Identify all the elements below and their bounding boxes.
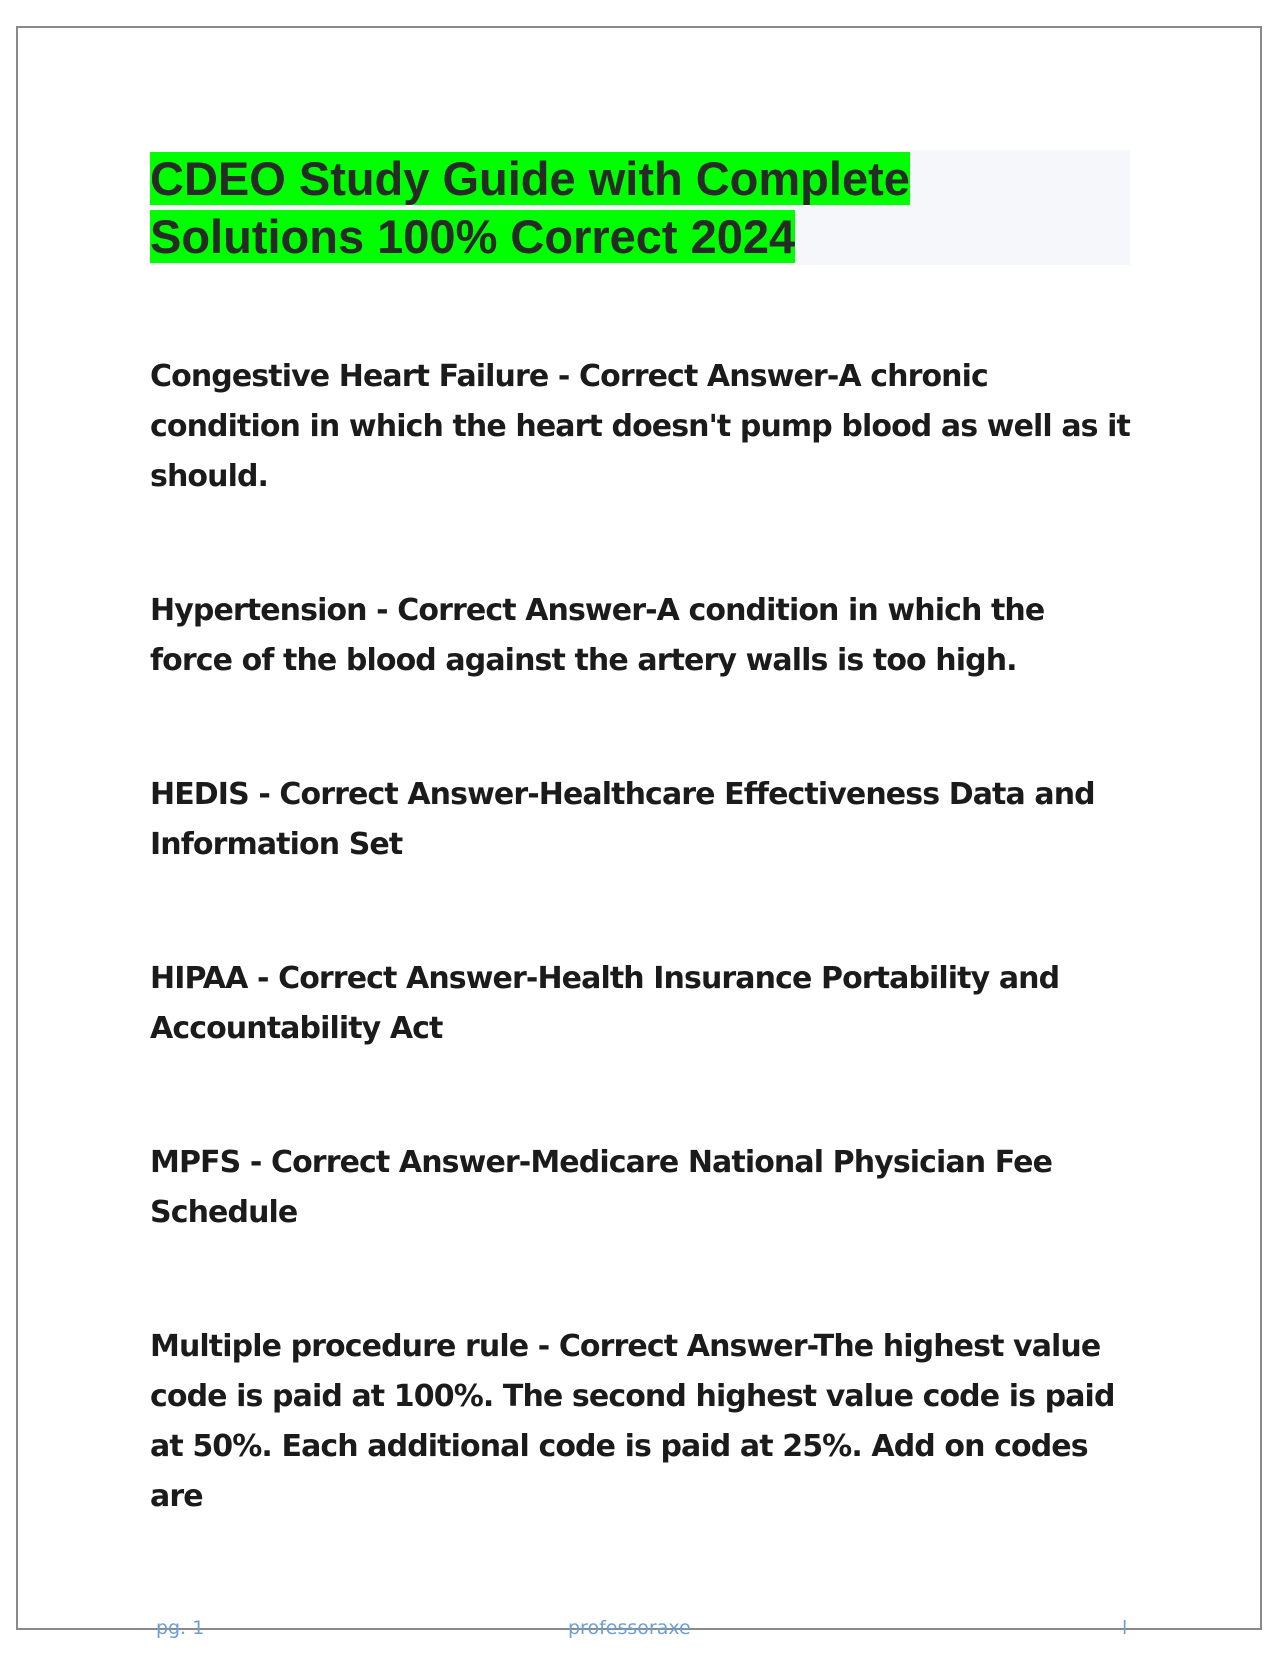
footer-author: professoraxe <box>568 1617 691 1639</box>
entry-hypertension: Hypertension - Correct Answer-A condition in which the force of the blood against the artery walls is too high. <box>150 593 1045 678</box>
footer-right-mark: l <box>1122 1617 1128 1639</box>
entry-hedis: HEDIS - Correct Answer-Healthcare Effectiveness Data and Information Set <box>150 777 1095 862</box>
document-title <box>150 150 980 266</box>
entry-mpfs: MPFS - Correct Answer-Medicare National Physician Fee Schedule <box>150 1145 1053 1230</box>
entry-multiple-procedure-rule: Multiple procedure rule - Correct Answer-The highest value code is paid at 100%. The second highest value code is paid at 50%. Each additional code is paid at 25%. Add on codes are <box>150 1329 1115 1514</box>
title-highlight: CDEO Study Guide with Complete Solutions 100% Correct 2024 <box>150 152 910 263</box>
entry-congestive-heart-failure: Congestive Heart Failure - Correct Answer-A chronic condition in which the heart doesn't pump blood as well as it should. <box>150 359 1130 494</box>
entry-list <box>150 352 1130 1606</box>
entry-hipaa: HIPAA - Correct Answer-Health Insurance Portability and Accountability Act <box>150 961 1060 1046</box>
footer-page-number: pg. 1 <box>156 1617 205 1639</box>
